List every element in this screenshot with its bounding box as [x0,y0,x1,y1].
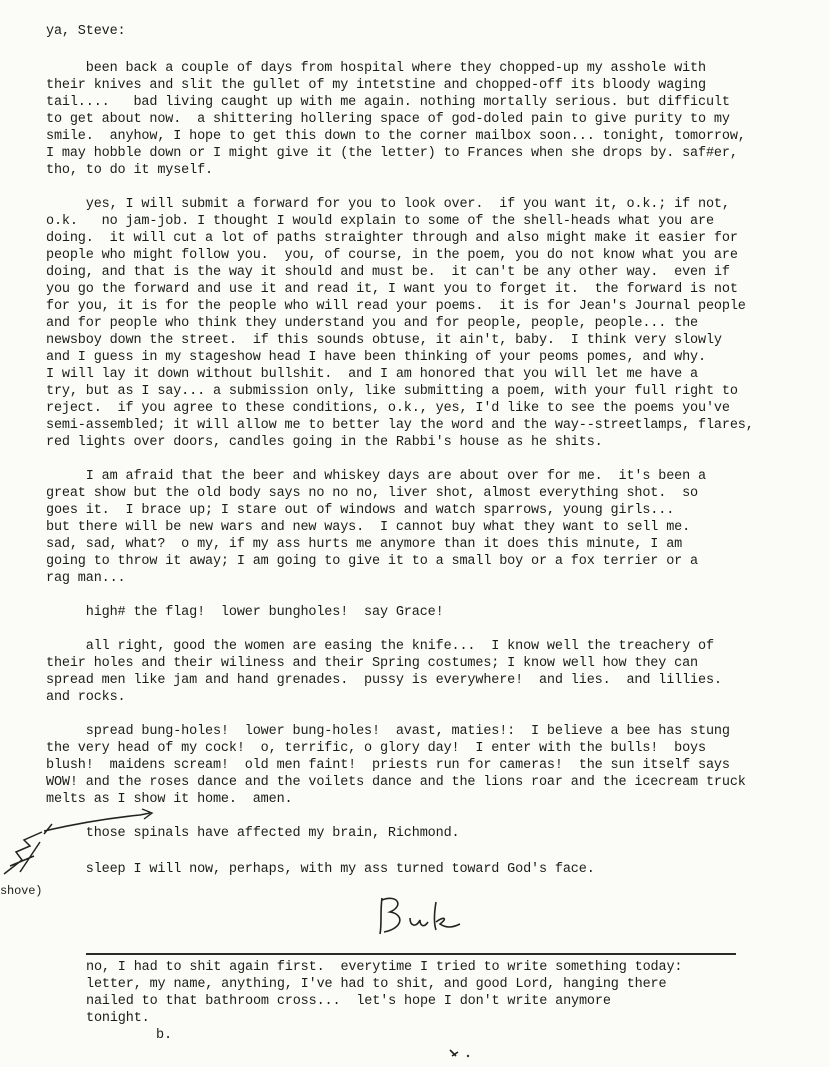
text-line: try, but as I say... a submission only, like submitting a poem, with your full right to [46,384,738,399]
text-line: been back a couple of days from hospital where they chopped-up my asshole with [46,61,706,76]
text-line: semi-assembled; it will allow me to better lay the word and the way--streetlamps, flares, [46,418,754,433]
text-line: WOW! and the roses dance and the voilets dance and the lions roar and the icecream truck [46,775,746,790]
text-line: goes it. I brace up; I stare out of windows and watch sparrows, young girls... [46,503,675,518]
text-line: tonight. [86,1011,150,1026]
text-line: you go the forward and use it and read it, I want you to forget it. the forward is not [46,282,738,297]
text-line: tail.... bad living caught up with me again. nothing mortally serious. but difficult [46,95,730,110]
text-line: and for people who think they understand you and for people, people, people... the [46,316,699,331]
text-line: sad, sad, what? o my, if my ass hurts me anymore than it does this minute, I am [46,537,683,552]
text-line: spread bung-holes! lower bung-holes! avast, maties!: I believe a bee has stung [46,724,730,739]
greeting: ya, Steve: [46,24,126,39]
text-line: I will lay it down without bullshit. and I am honored that you will let me have a [46,367,699,382]
text-line: for you, it is for the people who will read your poems. it is for Jean's Journal people [46,299,746,314]
text-line: doing. it will cut a lot of paths straighter through and also might make it easier for [46,231,738,246]
handwritten-scribble [0,812,70,892]
ps-initial: b. [156,1028,172,1043]
text-line: tho, to do it myself. [46,163,213,178]
margin-note: shove) [0,884,43,898]
text-line: their knives and slit the gullet of my intetstine and chopped-off its bloody waging [46,78,706,93]
text-line: I may hobble down or I might give it (the letter) to Frances when she drops by. saf#er, [46,146,738,161]
paragraph-sleep: sleep I will now, perhaps, with my ass turned toward God's face. [46,862,595,877]
paragraph-flag: high# the flag! lower bungholes! say Grace! [46,605,444,620]
signature [370,892,480,947]
text-line: I am afraid that the beer and whiskey days are about over for me. it's been a [46,469,706,484]
text-line: newsboy down the street. if this sounds obtuse, it ain't, baby. I think very slowly [46,333,722,348]
signature-drawing [370,892,480,942]
text-line: letter, my name, anything, I've had to shit, and good Lord, hanging there [86,977,667,992]
text-line: their holes and their wiliness and their Spring costumes; I know well how they can [46,656,699,671]
text-line: to get about now. a shittering hollering space of god-doled pain to give purity to my [46,112,730,127]
ink-speck [446,1046,476,1062]
paragraph-spinals: those spinals have affected my brain, Richmond. [46,826,460,841]
text-line: melts as I show it home. amen. [46,792,293,807]
text-line: doing, and that is the way it should and must be. it can't be any other way. even if [46,265,730,280]
text-line: smile. anyhow, I hope to get this down to the corner mailbox soon... tonight, tomorrow, [46,129,746,144]
text-line: the very head of my cock! o, terrific, o glory day! I enter with the bulls! boys [46,741,706,756]
text-line: red lights over doors, candles going in the Rabbi's house as he shits. [46,435,603,450]
text-line: no, I had to shit again first. everytime I tried to write something today: [86,960,683,975]
text-line: spread men like jam and hand grenades. pussy is everywhere! and lies. and lillies. [46,673,722,688]
divider-line [86,953,736,955]
text-line: o.k. no jam-job. I thought I would explain to some of the shell-heads what you are [46,214,714,229]
text-line: rag man... [46,571,126,586]
text-line: reject. if you agree to these conditions, o.k., yes, I'd like to see the poems you've [46,401,730,416]
text-line: nailed to that bathroom cross... let's hope I don't write anymore [86,994,611,1009]
text-line: and rocks. [46,690,126,705]
text-line: blush! maidens scream! old men faint! priests run for cameras! the sun itself says [46,758,730,773]
text-line: all right, good the women are easing the knife... I know well the treachery of [46,639,714,654]
text-line: yes, I will submit a forward for you to look over. if you want it, o.k.; if not, [46,197,730,212]
text-line: and I guess in my stageshow head I have been thinking of your peoms pomes, and why. [46,350,706,365]
text-line: but there will be new wars and new ways. I cannot buy what they want to sell me. [46,520,691,535]
text-line: people who might follow you. you, of course, in the poem, you do not know what you are [46,248,738,263]
text-line: great show but the old body says no no no, liver shot, almost everything shot. so [46,486,699,501]
text-line: going to throw it away; I am going to give it to a small boy or a fox terrier or a [46,554,699,569]
